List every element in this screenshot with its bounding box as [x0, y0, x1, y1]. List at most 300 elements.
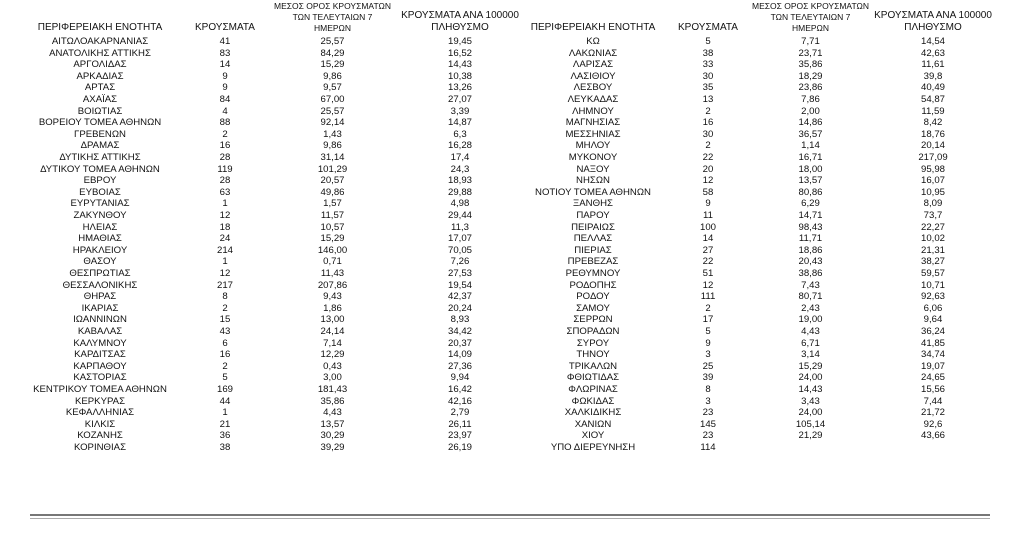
- table-row: [30, 36, 990, 48]
- region-cell: ΚΕΝΤΡΙΚΟΥ ΤΟΜΕΑ ΑΘΗΝΩΝ: [33, 384, 167, 395]
- table-row: [30, 187, 990, 199]
- avg-cell: 7,86: [801, 94, 820, 105]
- table-row: [30, 407, 990, 419]
- avg-cell: 16,71: [798, 152, 823, 163]
- per100k-cell: 17,4: [450, 152, 470, 163]
- per100k-cell: 34,42: [447, 326, 472, 337]
- region-cell: ΚΑΛΥΜΝΟΥ: [73, 337, 127, 349]
- region-cell: ΚΙΛΚΙΣ: [84, 418, 116, 430]
- avg-cell: 31,14: [320, 152, 345, 163]
- cases-cell: 14: [702, 233, 714, 245]
- cases-cell: 38: [702, 47, 714, 59]
- region-cell: ΧΙΟΥ: [581, 430, 605, 442]
- region-cell: ΜΗΛΟΥ: [575, 140, 611, 152]
- cases-cell: 145: [699, 418, 716, 430]
- per100k-cell: 20,24: [447, 302, 472, 314]
- region-cell: ΑΙΤΩΛΟΑΚΑΡΝΑΝΙΑΣ: [51, 36, 149, 47]
- avg-cell: 23,71: [798, 47, 823, 59]
- per100k-cell: 16,07: [920, 175, 945, 187]
- avg-cell: 2,00: [801, 105, 820, 117]
- per100k-cell: 16,42: [447, 384, 472, 395]
- per100k-cell: 14,09: [447, 349, 472, 361]
- region-cell: ΑΡΤΑΣ: [84, 82, 116, 94]
- cases-cell: 22: [702, 152, 714, 163]
- table-row: [30, 82, 990, 94]
- region-cell: ΘΕΣΠΡΩΤΙΑΣ: [69, 268, 131, 279]
- avg-cell: 3,43: [801, 395, 820, 407]
- avg-cell: 1,14: [801, 140, 820, 152]
- per100k-cell: 92,63: [920, 291, 945, 303]
- header-avg-left: ΜΕΣΟΣ ΟΡΟΣ ΚΡΟΥΣΜΑΤΩΝ ΤΩΝ ΤΕΛΕΥΤΑΙΩΝ 7 ΗΜΕΡΩΝ: [274, 1, 391, 33]
- table-row: [30, 280, 990, 292]
- avg-cell: 207,86: [317, 279, 348, 291]
- per100k-cell: 8,42: [923, 117, 943, 129]
- region-cell: ΕΥΒΟΙΑΣ: [79, 186, 121, 198]
- cases-cell: 2: [705, 140, 711, 152]
- region-cell: ΡΟΔΟΥ: [576, 291, 610, 303]
- per100k-cell: 26,19: [447, 442, 472, 453]
- cases-cell: 1: [222, 198, 228, 210]
- avg-cell: 1,57: [323, 198, 342, 210]
- per100k-cell: 11,3: [451, 221, 469, 233]
- cases-cell: 16: [219, 140, 231, 152]
- region-cell: ΚΑΣΤΟΡΙΑΣ: [73, 372, 127, 384]
- region-cell: ΛΗΜΝΟΥ: [572, 105, 614, 117]
- avg-cell: 13,57: [798, 175, 823, 187]
- per100k-cell: 10,71: [920, 279, 945, 291]
- avg-cell: 9,57: [323, 82, 342, 94]
- table-row: [30, 442, 990, 454]
- avg-cell: 84,29: [320, 47, 345, 59]
- cases-cell: 28: [219, 175, 231, 187]
- region-cell: ΑΝΑΤΟΛΙΚΗΣ ΑΤΤΙΚΗΣ: [49, 47, 151, 59]
- region-cell: ΔΡΑΜΑΣ: [80, 140, 120, 152]
- avg-cell: 105,14: [795, 418, 826, 430]
- avg-cell: 6,29: [801, 198, 820, 210]
- header-region-left: ΠΕΡΙΦΕΡΕΙΑΚΗ ΕΝΟΤΗΤΑ: [37, 22, 163, 33]
- cases-cell: 11: [703, 210, 713, 221]
- avg-cell: 39,29: [320, 442, 345, 453]
- bottom-rule-thin: [30, 518, 990, 519]
- region-cell: ΧΑΝΙΩΝ: [574, 418, 612, 430]
- region-cell: ΛΕΣΒΟΥ: [573, 82, 613, 94]
- table-row: [30, 245, 990, 257]
- region-cell: ΦΘΙΩΤΙΔΑΣ: [566, 372, 620, 384]
- cases-cell: 5: [222, 372, 228, 384]
- per100k-cell: 73,7: [923, 210, 943, 221]
- region-cell: ΦΛΩΡΙΝΑΣ: [568, 384, 618, 395]
- table-row: [30, 71, 990, 83]
- region-cell: ΥΠΟ ΔΙΕΡΕΥΝΗΣΗ: [550, 442, 636, 453]
- per100k-cell: 38,27: [920, 256, 945, 268]
- region-cell: ΡΕΘΥΜΝΟΥ: [565, 268, 621, 279]
- avg-cell: 25,57: [320, 105, 345, 117]
- avg-cell: 80,71: [798, 291, 823, 303]
- region-cell: ΖΑΚΥΝΘΟΥ: [73, 210, 127, 221]
- avg-cell: 1,86: [323, 302, 342, 314]
- cases-cell: 88: [219, 117, 231, 129]
- cases-cell: 24: [219, 233, 231, 245]
- region-cell: ΚΟΡΙΝΘΙΑΣ: [73, 442, 127, 453]
- table-row: [30, 152, 990, 164]
- table-row: [30, 117, 990, 129]
- region-cell: ΦΩΚΙΔΑΣ: [571, 395, 615, 407]
- cases-cell: 6: [222, 337, 228, 349]
- region-cell: ΤΡΙΚΑΛΩΝ: [568, 360, 618, 372]
- cases-cell: 2: [705, 302, 711, 314]
- per100k-cell: 8,93: [450, 314, 470, 326]
- table-row: [30, 384, 990, 396]
- region-cell: ΛΑΡΙΣΑΣ: [572, 59, 614, 71]
- region-cell: ΜΕΣΣΗΝΙΑΣ: [565, 128, 621, 140]
- per100k-cell: 34,74: [920, 349, 945, 361]
- region-cell: ΒΟΙΩΤΙΑΣ: [77, 105, 123, 117]
- cases-cell: 84: [219, 94, 231, 105]
- avg-cell: 24,00: [798, 372, 823, 384]
- cases-cell: 3: [705, 395, 711, 407]
- per100k-cell: 7,26: [450, 256, 470, 268]
- cases-cell: 4: [222, 105, 228, 117]
- table-row: [30, 396, 990, 408]
- table-row: [30, 233, 990, 245]
- per100k-cell: 70,05: [447, 244, 472, 256]
- per100k-cell: 14,54: [920, 36, 945, 47]
- per100k-cell: 3,39: [450, 105, 470, 117]
- per100k-cell: 20,37: [447, 337, 472, 349]
- cases-cell: 2: [705, 105, 711, 117]
- avg-cell: 92,14: [320, 117, 345, 129]
- per100k-cell: 6,06: [923, 302, 943, 314]
- cases-cell: 100: [699, 221, 716, 233]
- per100k-cell: 11,61: [921, 59, 945, 71]
- cases-cell: 58: [702, 186, 714, 198]
- table-row: [30, 326, 990, 338]
- per100k-cell: 10,02: [920, 233, 945, 245]
- avg-cell: 15,29: [320, 233, 345, 245]
- header-region-right: ΠΕΡΙΦΕΡΕΙΑΚΗ ΕΝΟΤΗΤΑ: [530, 22, 656, 33]
- table-row: [30, 256, 990, 268]
- per100k-cell: 9,94: [450, 372, 470, 384]
- cases-cell: 9: [705, 337, 711, 349]
- cases-cell: 27: [702, 244, 714, 256]
- cases-cell: 13: [702, 94, 714, 105]
- region-cell: ΚΩ: [586, 36, 600, 47]
- per100k-cell: 36,24: [920, 326, 945, 337]
- table-row: [30, 106, 990, 118]
- cases-cell: 23: [702, 430, 714, 442]
- avg-cell: 21,29: [798, 430, 823, 442]
- region-cell: ΘΑΣΟΥ: [83, 256, 117, 268]
- avg-cell: 35,86: [798, 59, 823, 71]
- region-cell: ΕΒΡΟΥ: [83, 175, 117, 187]
- table-row: [30, 419, 990, 431]
- avg-cell: 3,00: [323, 372, 342, 384]
- cases-cell: 28: [219, 152, 231, 163]
- bottom-rule: [30, 514, 990, 516]
- avg-cell: 14,71: [798, 210, 823, 221]
- per100k-cell: 17,07: [447, 233, 472, 245]
- avg-cell: 13,57: [320, 418, 345, 430]
- cases-cell: 38: [219, 442, 231, 453]
- region-cell: ΠΕΛΛΑΣ: [573, 233, 613, 245]
- per100k-cell: 95,98: [920, 163, 945, 175]
- per100k-cell: 21,31: [920, 244, 945, 256]
- region-cell: ΑΡΚΑΔΙΑΣ: [76, 70, 124, 82]
- cases-cell: 2: [222, 128, 228, 140]
- cases-cell: 41: [219, 36, 231, 47]
- region-cell: ΤΗΝΟΥ: [576, 349, 610, 361]
- region-cell: ΗΡΑΚΛΕΙΟΥ: [72, 244, 128, 256]
- cases-cell: 33: [702, 59, 714, 71]
- cases-cell: 2: [222, 360, 228, 372]
- region-cell: ΝΗΣΩΝ: [576, 175, 610, 187]
- per100k-cell: 9,64: [923, 314, 943, 326]
- avg-cell: 13,00: [320, 314, 345, 326]
- avg-cell: 0,71: [323, 256, 342, 268]
- per100k-cell: 29,88: [447, 186, 472, 198]
- region-cell: ΚΑΒΑΛΑΣ: [77, 326, 123, 337]
- cases-cell: 119: [217, 163, 233, 175]
- table-row: [30, 349, 990, 361]
- region-cell: ΙΚΑΡΙΑΣ: [81, 302, 119, 314]
- region-cell: ΠΡΕΒΕΖΑΣ: [567, 256, 619, 268]
- avg-cell: 15,29: [798, 360, 823, 372]
- cases-cell: 83: [219, 47, 231, 59]
- per100k-cell: 59,57: [920, 268, 945, 279]
- avg-cell: 1,43: [323, 128, 342, 140]
- table-row: [30, 140, 990, 152]
- per100k-cell: 24,65: [920, 372, 945, 384]
- region-cell: ΚΟΖΑΝΗΣ: [77, 430, 123, 442]
- cases-cell: 3: [705, 349, 711, 361]
- per100k-cell: 22,27: [920, 221, 945, 233]
- region-cell: ΓΡΕΒΕΝΩΝ: [74, 128, 126, 140]
- per100k-cell: 23,97: [447, 430, 472, 442]
- region-cell: ΠΑΡΟΥ: [576, 210, 610, 221]
- avg-cell: 12,29: [320, 349, 345, 361]
- table-row: [30, 361, 990, 373]
- per100k-cell: 11,59: [921, 105, 945, 117]
- avg-cell: 24,00: [798, 407, 823, 419]
- avg-cell: 25,57: [320, 36, 345, 47]
- cases-cell: 44: [219, 395, 231, 407]
- per100k-cell: 19,45: [447, 36, 472, 47]
- avg-cell: 14,86: [798, 117, 823, 129]
- per100k-cell: 6,3: [453, 128, 467, 140]
- cases-cell: 25: [702, 360, 714, 372]
- per100k-cell: 217,09: [918, 152, 948, 163]
- avg-cell: 10,57: [320, 221, 345, 233]
- cases-cell: 1: [222, 407, 228, 419]
- cases-cell: 8: [705, 384, 711, 395]
- header-cases-left: ΚΡΟΥΣΜΑΤΑ: [195, 22, 255, 33]
- avg-cell: 20,57: [320, 175, 345, 187]
- region-cell: ΧΑΛΚΙΔΙΚΗΣ: [564, 407, 622, 419]
- avg-cell: 9,86: [323, 140, 342, 152]
- avg-cell: 38,86: [798, 268, 823, 279]
- region-cell: ΘΗΡΑΣ: [83, 291, 117, 303]
- cases-cell: 1: [222, 256, 228, 268]
- avg-cell: 15,29: [320, 59, 345, 71]
- per100k-cell: 43,66: [920, 430, 945, 442]
- region-cell: ΒΟΡΕΙΟΥ ΤΟΜΕΑ ΑΘΗΝΩΝ: [38, 117, 162, 129]
- cases-cell: 2: [222, 302, 228, 314]
- avg-cell: 2,43: [801, 302, 820, 314]
- per100k-cell: 27,53: [447, 268, 472, 279]
- avg-cell: 98,43: [798, 221, 823, 233]
- avg-cell: 35,86: [320, 395, 345, 407]
- cases-cell: 63: [219, 186, 231, 198]
- per100k-cell: 13,26: [447, 82, 472, 94]
- region-cell: ΣΠΟΡΑΔΩΝ: [566, 326, 620, 337]
- cases-cell: 16: [702, 117, 714, 129]
- avg-cell: 19,00: [798, 314, 823, 326]
- cases-cell: 111: [700, 291, 716, 303]
- region-cell: ΚΑΡΔΙΤΣΑΣ: [74, 349, 126, 361]
- cases-cell: 17: [702, 314, 714, 326]
- header-per100k-left: ΚΡΟΥΣΜΑΤΑ ΑΝΑ 100000 ΠΛΗΘΥΣΜΟ: [401, 10, 519, 33]
- cases-cell: 30: [702, 128, 714, 140]
- header-cases-right: ΚΡΟΥΣΜΑΤΑ: [678, 22, 738, 33]
- per100k-cell: 4,98: [450, 198, 470, 210]
- cases-cell: 8: [222, 291, 228, 303]
- per100k-cell: 16,52: [447, 47, 472, 59]
- region-cell: ΛΕΥΚΑΔΑΣ: [567, 94, 619, 105]
- region-cell: ΔΥΤΙΚΟΥ ΤΟΜΕΑ ΑΘΗΝΩΝ: [40, 163, 160, 175]
- avg-cell: 9,86: [323, 70, 342, 82]
- avg-cell: 14,43: [798, 384, 823, 395]
- avg-cell: 23,86: [798, 82, 823, 94]
- region-cell: ΘΕΣΣΑΛΟΝΙΚΗΣ: [62, 279, 138, 291]
- avg-cell: 4,43: [801, 326, 820, 337]
- per100k-cell: 19,54: [447, 279, 472, 291]
- avg-cell: 18,86: [798, 244, 823, 256]
- avg-cell: 30,29: [320, 430, 345, 442]
- per100k-cell: 7,44: [923, 395, 943, 407]
- avg-cell: 18,29: [798, 70, 823, 82]
- cases-cell: 20: [702, 163, 714, 175]
- per100k-cell: 41,85: [920, 337, 945, 349]
- table-row: [30, 430, 990, 442]
- table-row: [30, 198, 990, 210]
- region-cell: ΑΡΓΟΛΙΔΑΣ: [73, 59, 127, 71]
- per100k-cell: 10,38: [447, 70, 472, 82]
- region-cell: ΚΑΡΠΑΘΟΥ: [73, 360, 127, 372]
- cases-cell: 217: [216, 279, 233, 291]
- avg-cell: 7,14: [323, 337, 342, 349]
- avg-cell: 11,71: [798, 233, 823, 245]
- table-row: [30, 175, 990, 187]
- region-cell: ΜΥΚΟΝΟΥ: [568, 152, 618, 163]
- cases-cell: 214: [216, 244, 233, 256]
- avg-cell: 0,43: [323, 360, 342, 372]
- avg-cell: 67,00: [320, 94, 345, 105]
- cases-cell: 23: [702, 407, 714, 419]
- per100k-cell: 42,37: [447, 291, 472, 303]
- table-row: [30, 59, 990, 71]
- cases-cell: 9: [705, 198, 711, 210]
- per100k-cell: 27,07: [447, 94, 472, 105]
- avg-cell: 7,71: [801, 36, 820, 47]
- per100k-cell: 92,6: [923, 418, 943, 430]
- per100k-cell: 42,16: [447, 395, 472, 407]
- table-row: [30, 164, 990, 176]
- region-cell: ΡΟΔΟΠΗΣ: [569, 279, 617, 291]
- table-row: [30, 303, 990, 315]
- per100k-cell: 15,56: [920, 384, 945, 395]
- region-cell: ΠΙΕΡΙΑΣ: [574, 244, 612, 256]
- region-cell: ΠΕΙΡΑΙΩΣ: [571, 221, 615, 233]
- per100k-cell: 10,95: [920, 186, 945, 198]
- avg-cell: 36,57: [798, 128, 823, 140]
- cases-cell: 16: [219, 349, 231, 361]
- avg-cell: 18,00: [798, 163, 823, 175]
- per100k-cell: 16,28: [447, 140, 472, 152]
- table-row: [30, 372, 990, 384]
- cases-cell: 5: [705, 36, 711, 47]
- region-cell: ΗΛΕΙΑΣ: [82, 221, 118, 233]
- region-cell: ΑΧΑΪΑΣ: [82, 94, 118, 105]
- per100k-cell: 19,07: [920, 360, 945, 372]
- table-row: [30, 338, 990, 350]
- per100k-cell: 18,76: [920, 128, 945, 140]
- table-row: [30, 210, 990, 222]
- per100k-cell: 29,44: [447, 210, 472, 221]
- per100k-cell: 27,36: [447, 360, 472, 372]
- per100k-cell: 21,72: [920, 407, 945, 419]
- region-cell: ΞΑΝΘΗΣ: [573, 198, 613, 210]
- avg-cell: 24,14: [320, 326, 345, 337]
- cases-cell: 12: [702, 279, 714, 291]
- region-cell: ΛΑΣΙΘΙΟΥ: [570, 70, 616, 82]
- table-row: [30, 129, 990, 141]
- cases-cell: 114: [700, 442, 716, 453]
- per100k-cell: 24,3: [450, 163, 470, 175]
- header-avg-right: ΜΕΣΟΣ ΟΡΟΣ ΚΡΟΥΣΜΑΤΩΝ ΤΩΝ ΤΕΛΕΥΤΑΙΩΝ 7 ΗΜΕΡΩΝ: [752, 1, 869, 33]
- avg-cell: 20,43: [798, 256, 823, 268]
- cases-cell: 51: [702, 268, 714, 279]
- avg-cell: 11,57: [320, 210, 345, 221]
- region-cell: ΙΩΑΝΝΙΝΩΝ: [73, 314, 127, 326]
- table-row: [30, 314, 990, 326]
- region-cell: ΜΑΓΝΗΣΙΑΣ: [565, 117, 621, 129]
- avg-cell: 4,43: [323, 407, 342, 419]
- per100k-cell: 42,63: [920, 47, 945, 59]
- region-cell: ΣΑΜΟΥ: [576, 302, 610, 314]
- region-cell: ΕΥΡΥΤΑΝΙΑΣ: [70, 198, 130, 210]
- avg-cell: 9,43: [323, 291, 342, 303]
- avg-cell: 3,14: [801, 349, 820, 361]
- table-row: [30, 291, 990, 303]
- per100k-cell: 14,87: [447, 117, 472, 129]
- cases-cell: 12: [702, 175, 714, 187]
- cases-cell: 14: [219, 59, 231, 71]
- cases-cell: 22: [702, 256, 714, 268]
- region-cell: ΔΥΤΙΚΗΣ ΑΤΤΙΚΗΣ: [59, 152, 141, 163]
- per100k-cell: 40,49: [920, 82, 945, 94]
- avg-cell: 7,43: [801, 279, 820, 291]
- region-cell: ΝΟΤΙΟΥ ΤΟΜΕΑ ΑΘΗΝΩΝ: [535, 186, 651, 198]
- cases-cell: 36: [219, 430, 231, 442]
- cases-cell: 35: [702, 82, 714, 94]
- per100k-cell: 39,8: [923, 70, 943, 82]
- cases-cell: 9: [222, 82, 228, 94]
- table-row: [30, 268, 990, 280]
- per100k-cell: 2,79: [450, 407, 470, 419]
- avg-cell: 101,29: [317, 163, 348, 175]
- region-cell: ΛΑΚΩΝΙΑΣ: [568, 47, 618, 59]
- header-per100k-right: ΚΡΟΥΣΜΑΤΑ ΑΝΑ 100000 ΠΛΗΘΥΣΜΟ: [874, 10, 992, 33]
